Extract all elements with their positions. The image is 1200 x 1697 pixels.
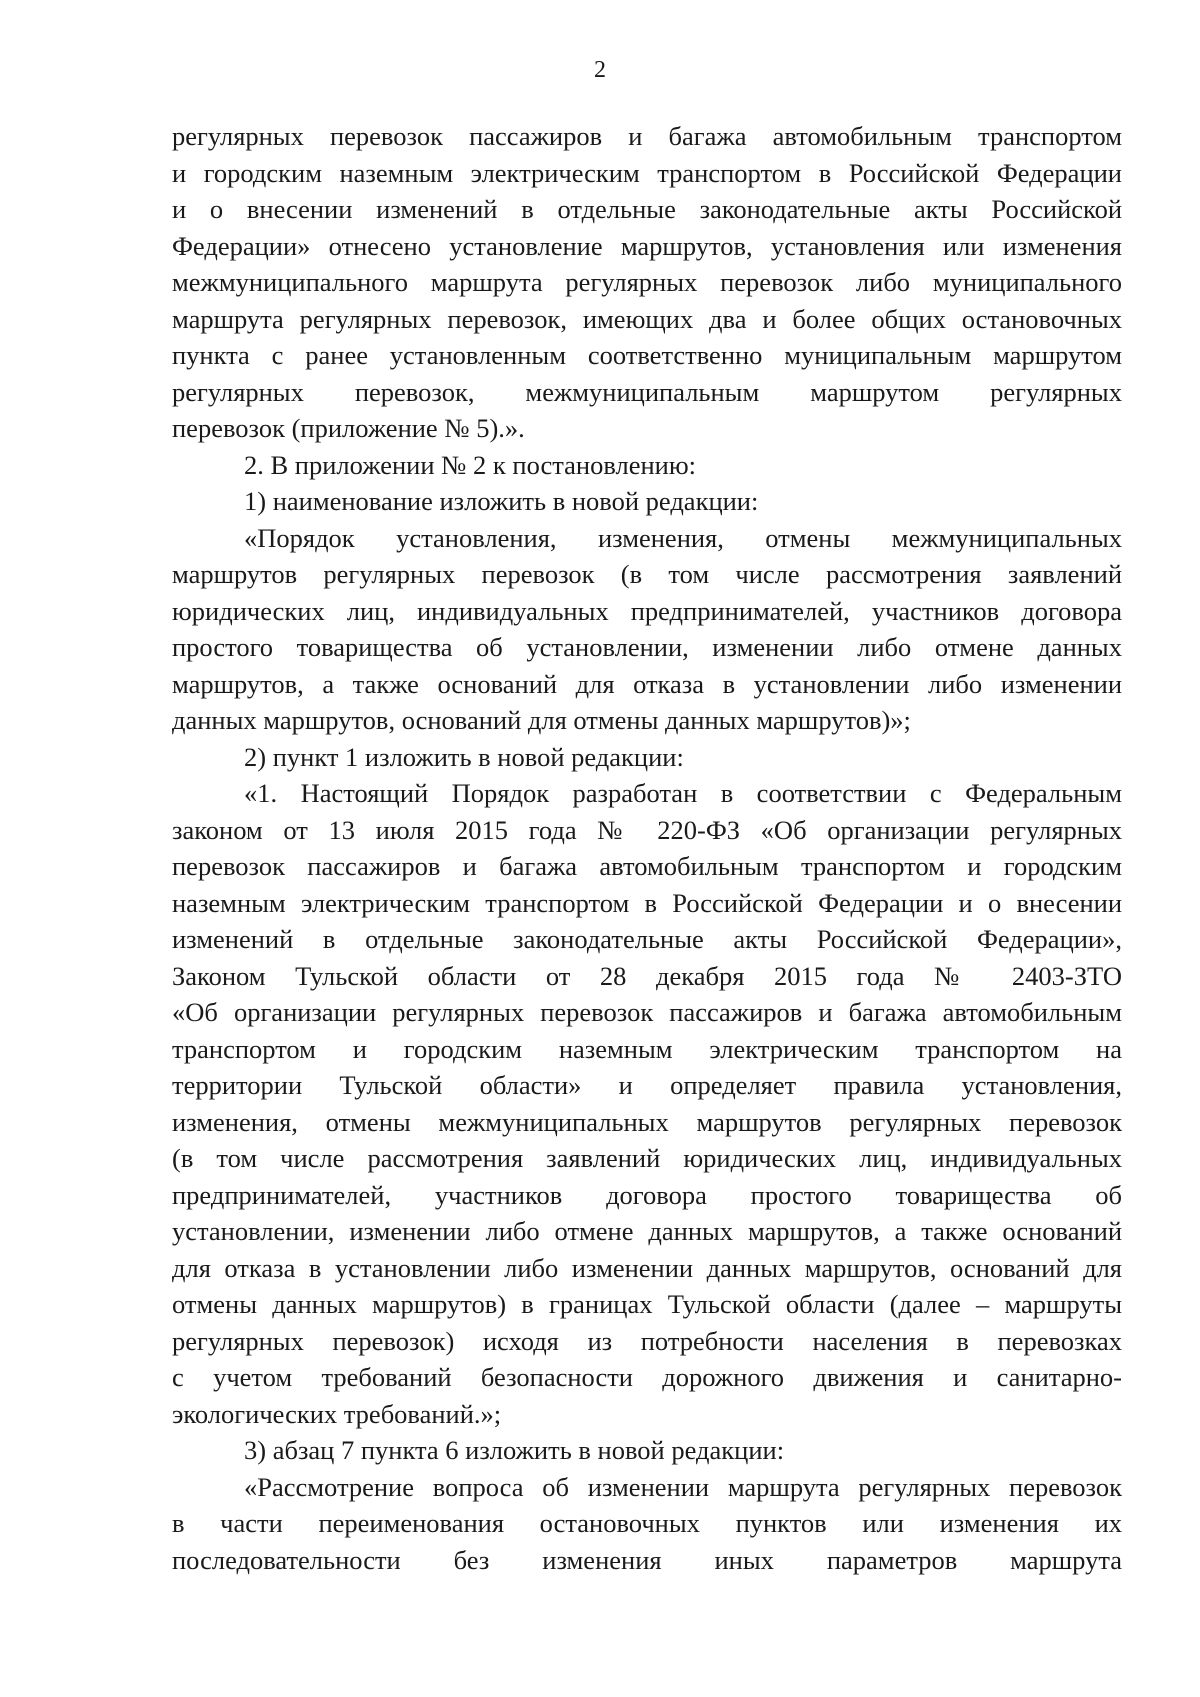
- text-line: законом от 13 июля 2015 года № 220-ФЗ «Об организации регулярных: [172, 814, 1122, 845]
- document-body: [172, 118, 1122, 1578]
- text-line: маршрутов регулярных перевозок (в том числе рассмотрения заявлений: [172, 559, 1122, 589]
- text-line: территории Тульской области» и определяет правила установления,: [172, 1070, 1122, 1100]
- text-line: регулярных перевозок пассажиров и багажа автомобильным транспортом: [172, 121, 1122, 151]
- text-line: маршрута регулярных перевозок, имеющих два и более общих остановочных: [172, 303, 1122, 334]
- text-line: изменения, отмены межмуниципальных маршрутов регулярных перевозок: [172, 1106, 1122, 1137]
- text-line: Федерации» отнесено установление маршрутов, установления или изменения: [172, 230, 1122, 261]
- text-line: данных маршрутов, оснований для отмены данных маршрутов)»;: [172, 705, 911, 735]
- text-line: «Об организации регулярных перевозок пассажиров и багажа автомобильным: [172, 997, 1122, 1027]
- text-line: юридических лиц, индивидуальных предпринимателей, участников договора: [172, 595, 1122, 626]
- text-line: межмуниципального маршрута регулярных перевозок либо муниципального: [172, 267, 1122, 297]
- text-line: предпринимателей, участников договора простого товарищества об: [172, 1179, 1122, 1210]
- text-line: 2) пункт 1 изложить в новой редакции:: [244, 741, 684, 772]
- text-line: пункта с ранее установленным соответственно муниципальным маршрутом: [172, 340, 1122, 370]
- text-line: «1. Настоящий Порядок разработан в соответствии с Федеральным: [244, 778, 1122, 808]
- text-line: в части переименования остановочных пунктов или изменения их: [172, 1508, 1122, 1538]
- text-line: Законом Тульской области от 28 декабря 2015 года № 2403-ЗТО: [172, 960, 1122, 991]
- text-line: для отказа в установлении либо изменении данных маршрутов, оснований для: [172, 1252, 1122, 1283]
- text-line: 1) наименование изложить в новой редакции:: [244, 486, 759, 516]
- text-line: 3) абзац 7 пункта 6 изложить в новой редакции:: [244, 1435, 785, 1465]
- text-line: с учетом требований безопасности дорожного движения и санитарно-: [172, 1362, 1122, 1392]
- text-line: изменений в отдельные законодательные акты Российской Федерации»,: [172, 924, 1122, 954]
- text-line: перевозок пассажиров и багажа автомобильным транспортом и городским: [172, 851, 1122, 881]
- text-line: экологических требований.»;: [172, 1398, 502, 1429]
- text-line: последовательности без изменения иных параметров маршрута: [172, 1544, 1122, 1575]
- text-line: (в том числе рассмотрения заявлений юридических лиц, индивидуальных: [172, 1143, 1122, 1173]
- text-line: регулярных перевозок) исходя из потребности населения в перевозках: [172, 1325, 1122, 1356]
- text-line: маршрутов, а также оснований для отказа в установлении либо изменении: [172, 668, 1122, 699]
- text-line: «Рассмотрение вопроса об изменении маршрута регулярных перевозок: [244, 1471, 1122, 1502]
- text-line: транспортом и городским наземным электрическим транспортом на: [172, 1033, 1122, 1064]
- text-line: регулярных перевозок, межмуниципальным маршрутом регулярных: [172, 376, 1122, 407]
- text-line: «Порядок установления, изменения, отмены межмуниципальных: [244, 522, 1122, 553]
- text-line: и о внесении изменений в отдельные законодательные акты Российской: [172, 194, 1122, 224]
- text-line: простого товарищества об установлении, изменении либо отмене данных: [172, 632, 1122, 662]
- text-line: 2. В приложении № 2 к постановлению:: [244, 449, 697, 480]
- text-line: наземным электрическим транспортом в Российской Федерации и о внесении: [172, 887, 1122, 918]
- text-line: отмены данных маршрутов) в границах Тульской области (далее – маршруты: [172, 1289, 1122, 1319]
- text-line: установлении, изменении либо отмене данных маршрутов, а также оснований: [172, 1216, 1122, 1246]
- text-line: и городским наземным электрическим транспортом в Российской Федерации: [172, 157, 1122, 188]
- text-line: перевозок (приложение № 5).».: [172, 413, 525, 443]
- page-number: 2: [594, 57, 606, 83]
